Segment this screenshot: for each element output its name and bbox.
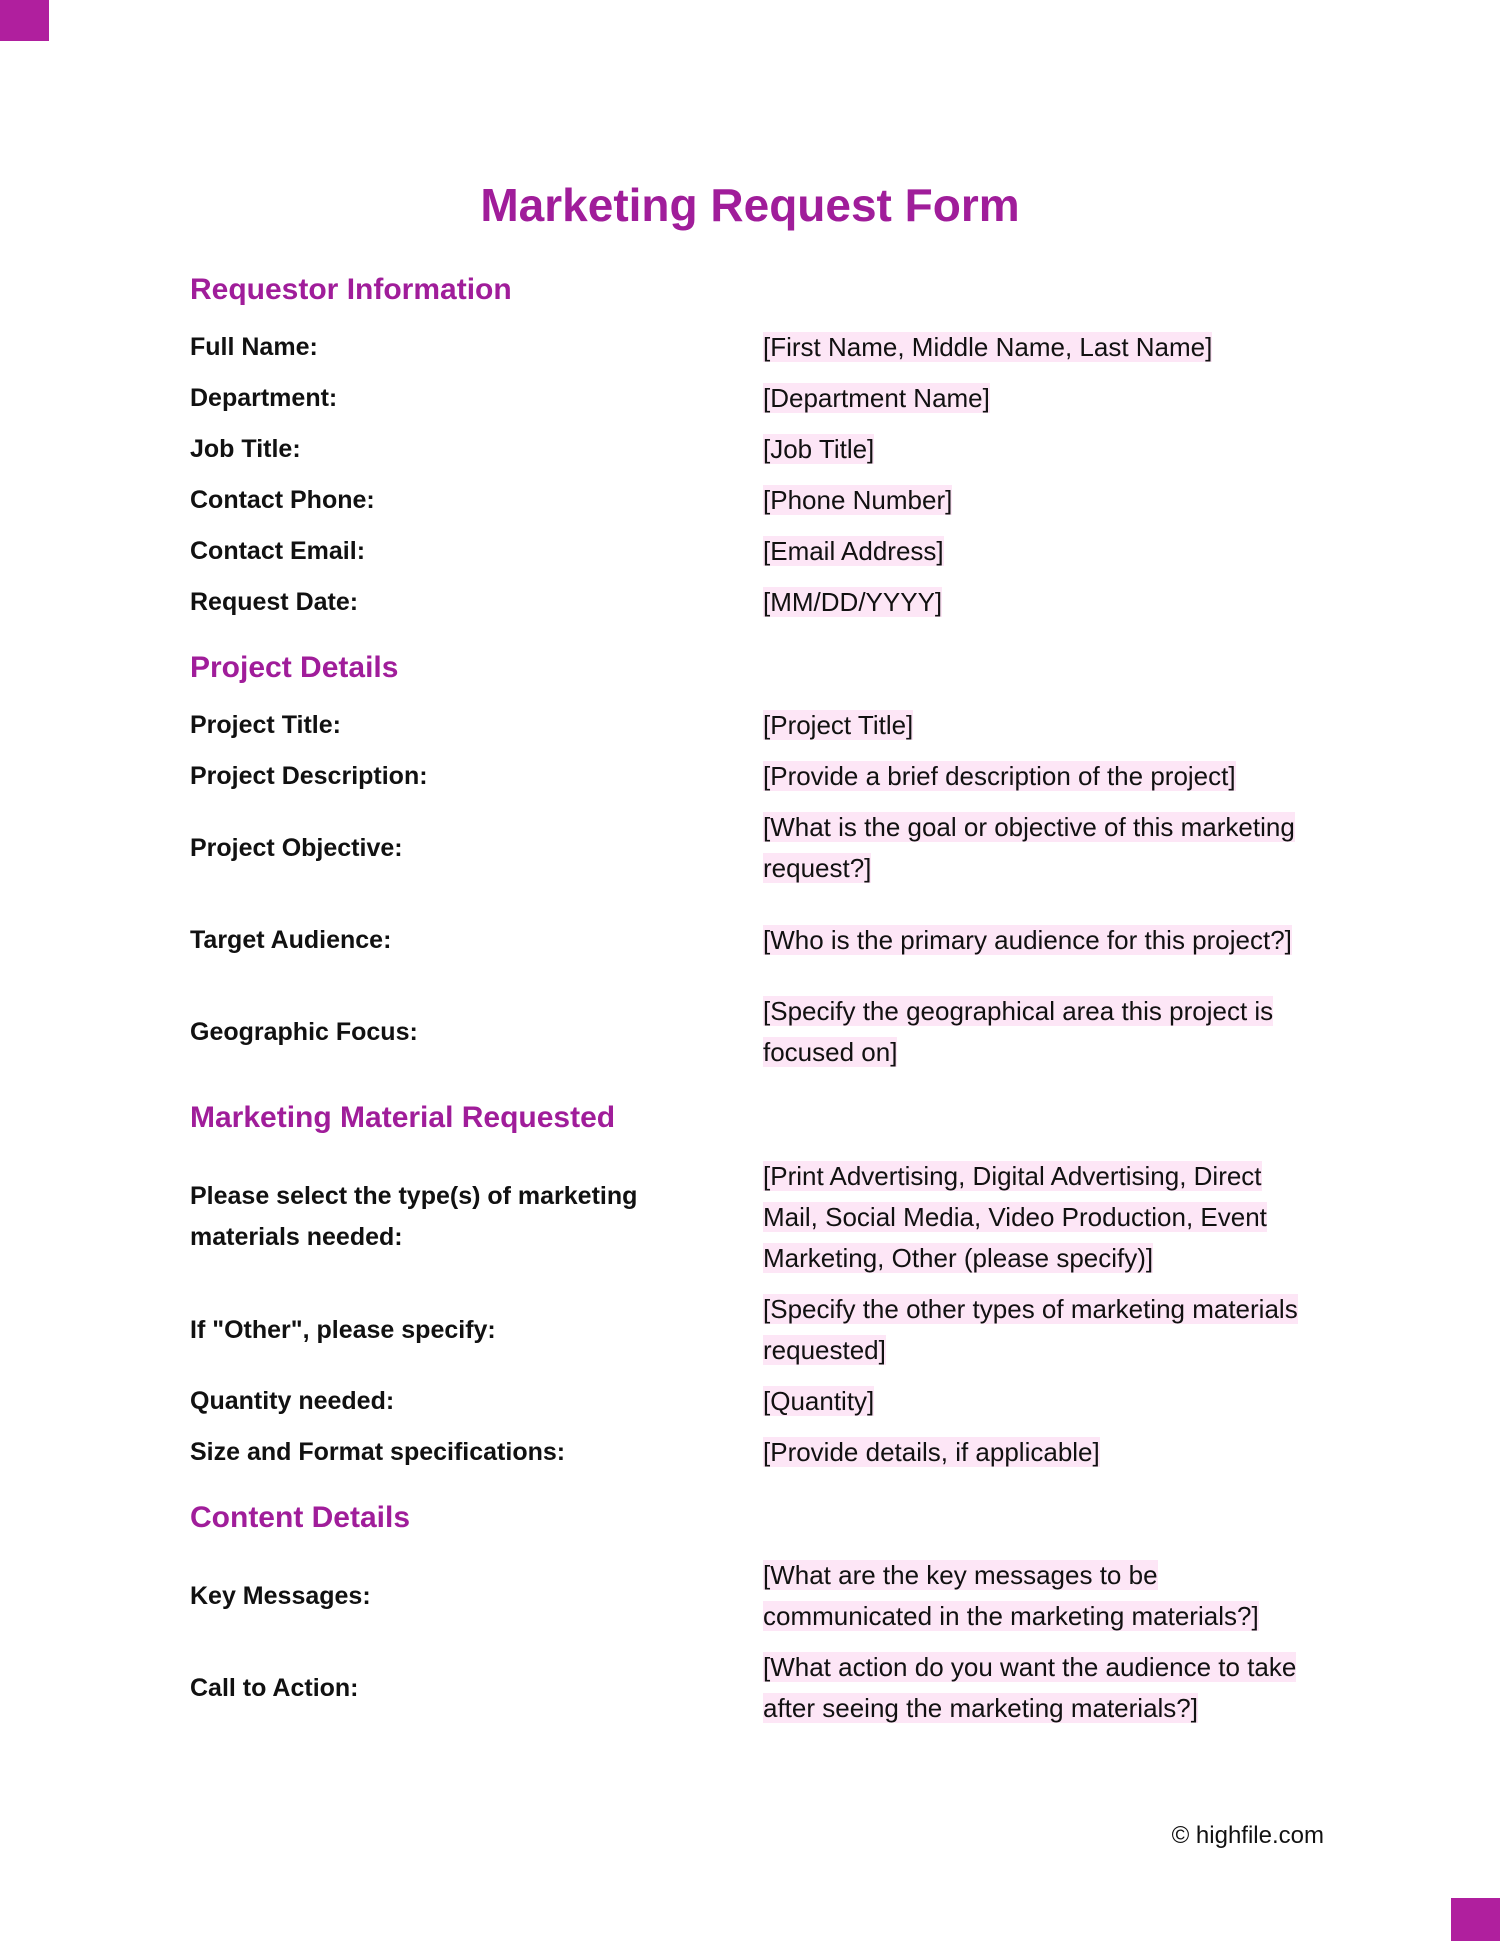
form-body [190, 270, 1310, 1734]
field-label: Target Audience: [190, 925, 392, 954]
field-value-department[interactable]: [Department Name] [763, 383, 990, 413]
field-value-size-format[interactable]: [Provide details, if applicable] [763, 1437, 1100, 1467]
field-label: Please select the type(s) of marketing materials needed: [190, 1182, 638, 1251]
field-label: Request Date: [190, 588, 359, 616]
field-value-project-description[interactable]: [Provide a brief description of the project] [763, 761, 1236, 791]
form-row-quantity-needed [190, 1376, 1310, 1427]
form-row-target-audience [190, 894, 1310, 986]
form-row-size-format [190, 1427, 1310, 1478]
field-label: Project Title: [190, 711, 341, 739]
field-label: Key Messages: [190, 1581, 371, 1610]
field-label: Project Objective: [190, 833, 403, 862]
form-row-project-description [190, 751, 1310, 802]
field-label: Quantity needed: [190, 1387, 395, 1415]
field-value-full-name[interactable]: [First Name, Middle Name, Last Name] [763, 332, 1213, 362]
form-row-full-name [190, 322, 1310, 373]
field-value-call-to-action[interactable]: [What action do you want the audience to take after seeing the marketing materials?] [763, 1652, 1297, 1723]
section-heading: Content Details [190, 1501, 411, 1534]
field-value-job-title[interactable]: [Job Title] [763, 434, 875, 464]
field-value-key-messages[interactable]: [What are the key messages to be communicated in the marketing materials?] [763, 1560, 1259, 1631]
form-row-contact-phone [190, 475, 1310, 526]
field-label: Call to Action: [190, 1673, 359, 1702]
field-label: Geographic Focus: [190, 1017, 418, 1046]
form-row-department [190, 373, 1310, 424]
section-marketing-material-requested [190, 1098, 1310, 1478]
section-requestor-information [190, 270, 1310, 628]
field-label: If "Other", please specify: [190, 1315, 496, 1344]
form-row-request-date [190, 577, 1310, 628]
form-row-project-title [190, 700, 1310, 751]
form-row-project-objective [190, 802, 1310, 894]
corner-decoration-top-left [0, 0, 49, 41]
form-row-key-messages [190, 1550, 1310, 1642]
field-value-other-specify[interactable]: [Specify the other types of marketing materials requested] [763, 1294, 1298, 1365]
field-value-quantity-needed[interactable]: [Quantity] [763, 1386, 875, 1416]
field-value-geographic-focus[interactable]: [Specify the geographical area this project is focused on] [763, 996, 1274, 1067]
section-heading: Requestor Information [190, 273, 512, 306]
corner-decoration-bottom-right [1451, 1898, 1500, 1941]
form-row-other-specify [190, 1284, 1310, 1376]
section-project-details [190, 648, 1310, 1078]
field-label: Department: [190, 384, 338, 412]
form-row-geographic-focus [190, 986, 1310, 1078]
section-heading: Marketing Material Requested [190, 1101, 616, 1134]
field-label: Job Title: [190, 435, 301, 463]
field-value-project-objective[interactable]: [What is the goal or objective of this marketing request?] [763, 812, 1295, 883]
form-row-call-to-action [190, 1642, 1310, 1734]
field-label: Size and Format specifications: [190, 1438, 566, 1466]
field-value-project-title[interactable]: [Project Title] [763, 710, 914, 740]
field-value-target-audience[interactable]: [Who is the primary audience for this project?] [763, 924, 1292, 955]
form-row-job-title [190, 424, 1310, 475]
field-value-material-types[interactable]: [Print Advertising, Digital Advertising, Direct Mail, Social Media, Video Production, Event Marketing, Other (please specify)] [763, 1160, 1267, 1273]
field-label: Contact Email: [190, 537, 366, 565]
footer-copyright: © highfile.com [1171, 1822, 1324, 1849]
form-row-contact-email [190, 526, 1310, 577]
field-label: Full Name: [190, 333, 318, 361]
field-label: Project Description: [190, 762, 428, 790]
field-value-contact-email[interactable]: [Email Address] [763, 536, 944, 566]
form-row-material-types [190, 1150, 1310, 1284]
field-value-contact-phone[interactable]: [Phone Number] [763, 485, 953, 515]
section-heading: Project Details [190, 651, 399, 684]
section-content-details [190, 1498, 1310, 1734]
field-label: Contact Phone: [190, 486, 375, 514]
field-value-request-date[interactable]: [MM/DD/YYYY] [763, 587, 943, 617]
page-title: Marketing Request Form [480, 179, 1020, 231]
